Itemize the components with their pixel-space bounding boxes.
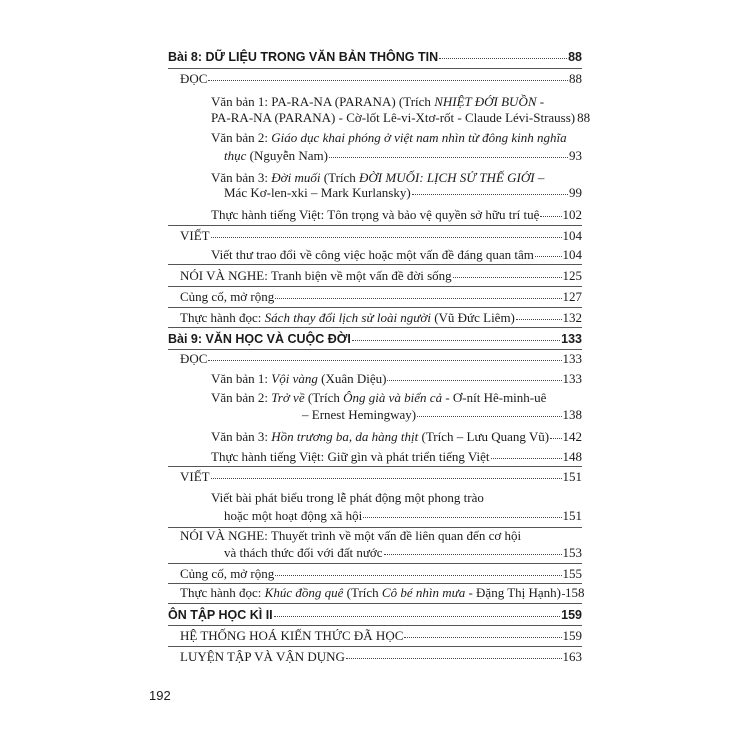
lesson-9-title: Bài 9: VĂN HỌC VÀ CUỘC ĐỜI [168, 332, 351, 346]
divider [168, 646, 582, 647]
toc-entry-practice: Thực hành tiếng Việt: Tôn trọng và bảo vệ quyền sở hữu trí tuệ 102 [211, 207, 582, 222]
page-ref: 159 [561, 608, 582, 622]
toc-entry-viet-item: Viết thư trao đổi về công việc hoặc một vấn đề đáng quan tâm 104 [211, 247, 582, 262]
toc-entry-text-1: Văn bản 1: PA-RA-NA (PARANA) (Trích NHIỆT ĐỚI BUỒN - [211, 94, 545, 109]
divider [168, 307, 582, 308]
toc-entry-practice: Thực hành tiếng Việt: Giữ gìn và phát triển tiếng Việt 148 [211, 449, 582, 464]
toc-entry-noi: NÓI VÀ NGHE: Thuyết trình về một vấn đề liên quan đến cơ hội [180, 528, 522, 543]
toc-entry-text-1: Văn bản 1: Vội vàng (Xuân Diệu) 133 [211, 371, 582, 386]
divider [168, 327, 582, 328]
toc-entry-text-2-cont: – Ernest Hemingway) 138 [302, 407, 582, 422]
lesson-9-heading [168, 331, 582, 347]
divider [168, 583, 582, 584]
toc-entry-text-3: Văn bản 3: Đời muối (Trích ĐỜI MUỐI: LỊCH SỬ THẾ GIỚI – [211, 170, 545, 185]
toc-entry-cc: Củng cố, mở rộng 127 [180, 289, 582, 304]
divider [168, 563, 582, 564]
toc-entry-reading-practice: Thực hành đọc: Sách thay đổi lịch sử loài người (Vũ Đức Liêm) 132 [180, 310, 582, 325]
page-number: 192 [149, 688, 171, 703]
toc-entry-viet: VIẾT 104 [180, 228, 582, 243]
divider [168, 625, 582, 626]
lesson-8-heading [168, 49, 582, 65]
toc-entry-noi-cont: và thách thức đối với đất nước 153 [224, 545, 582, 560]
toc-entry-text-2: Văn bản 2: Giáo dục khai phóng ở việt nam nhìn từ đông kinh nghĩa [211, 130, 567, 145]
toc-entry-text-2-cont: thục (Nguyễn Nam) 93 [224, 148, 582, 163]
toc-entry-viet: VIẾT 151 [180, 469, 582, 484]
toc-entry-reading-practice: Thực hành đọc: Khúc đồng quê (Trích Cô bé nhìn mưa - Đặng Thị Hạnh) 158 [180, 585, 585, 600]
toc-entry-viet-item: Viết bài phát biểu trong lễ phát động một phong trào [211, 490, 484, 505]
toc-entry-text-1-cont: PA-RA-NA (PARANA) - Cờ-lốt Lê-vi-Xtơ-rốt - Claude Lévi-Strauss) 88 [211, 110, 591, 125]
page-ref: 133 [561, 332, 582, 346]
divider [168, 68, 582, 69]
toc-entry-noi: NÓI VÀ NGHE: Tranh biện về một vấn đề đời sống 125 [180, 268, 582, 283]
toc-entry-doc: ĐỌC 88 [180, 71, 582, 86]
review-heading [168, 607, 582, 623]
toc-entry-he-thong: HỆ THỐNG HOÁ KIẾN THỨC ĐÃ HỌC 159 [180, 628, 582, 643]
review-title: ÔN TẬP HỌC KÌ II [168, 608, 273, 622]
toc-entry-text-2: Văn bản 2: Trở về (Trích Ông già và biển cả - Ơ-nít Hê-minh-uê [211, 390, 547, 405]
toc-entry-viet-item-cont: hoặc một hoạt động xã hội 151 [224, 508, 582, 523]
divider [168, 286, 582, 287]
lesson-8-title: Bài 8: DỮ LIỆU TRONG VĂN BẢN THÔNG TIN [168, 50, 439, 64]
toc-entry-text-3: Văn bản 3: Hồn trương ba, da hàng thịt (Trích – Lưu Quang Vũ) 142 [211, 429, 582, 444]
toc-entry-cc: Củng cố, mở rộng 155 [180, 566, 582, 581]
toc-entry-doc: ĐỌC 133 [180, 351, 582, 366]
divider [168, 264, 582, 265]
page-ref: 88 [568, 50, 582, 64]
toc-entry-text-3-cont: Mác Kơ-len-xki – Mark Kurlansky) 99 [224, 185, 582, 200]
divider [168, 466, 582, 467]
toc-entry-luyen-tap: LUYỆN TẬP VÀ VẬN DỤNG 163 [180, 649, 582, 664]
divider [168, 349, 582, 350]
divider [168, 603, 582, 604]
divider [168, 225, 582, 226]
